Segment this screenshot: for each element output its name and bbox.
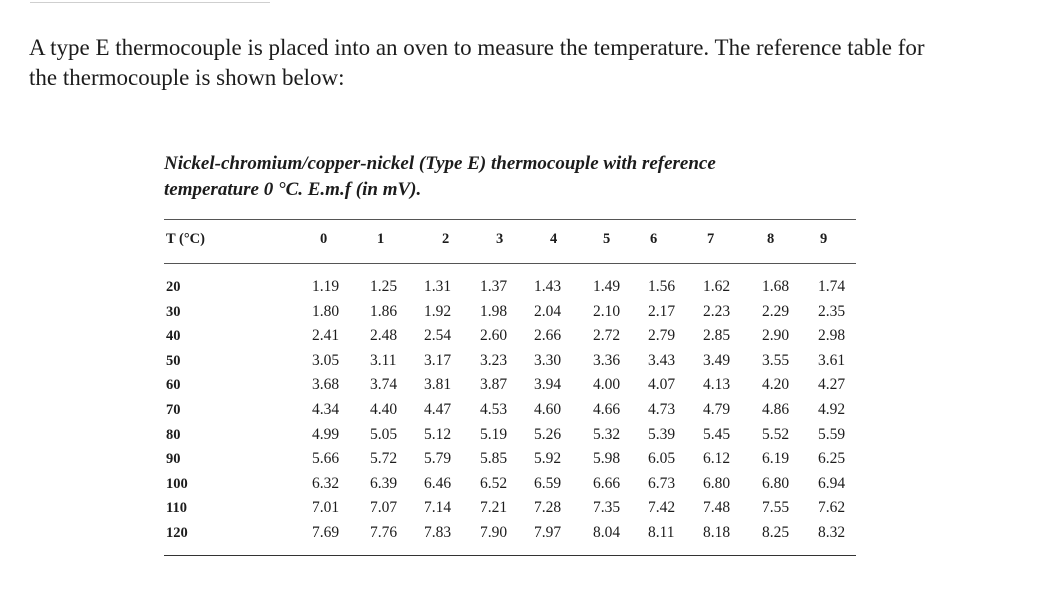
table-header-rule: [164, 263, 856, 264]
emf-value-cell: 6.59: [534, 475, 562, 492]
emf-value-cell: 4.92: [818, 401, 846, 418]
top-divider: [0, 0, 300, 4]
emf-value-cell: 1.98: [480, 303, 508, 320]
emf-value-cell: 2.04: [534, 303, 562, 320]
emf-value-cell: 5.59: [818, 426, 846, 443]
emf-value-cell: 3.61: [818, 352, 846, 369]
emf-value-cell: 1.31: [424, 278, 452, 295]
emf-value-cell: 5.98: [593, 450, 621, 467]
emf-value-cell: 4.86: [762, 401, 790, 418]
emf-value-cell: 3.43: [648, 352, 676, 369]
column-header: 5: [603, 231, 611, 247]
emf-value-cell: 7.83: [424, 524, 452, 541]
emf-value-cell: 1.43: [534, 278, 562, 295]
emf-value-cell: 4.13: [703, 376, 731, 393]
emf-value-cell: 2.41: [312, 327, 340, 344]
emf-value-cell: 7.42: [648, 499, 676, 516]
column-header: 7: [707, 231, 715, 247]
emf-value-cell: 6.80: [703, 475, 731, 492]
emf-value-cell: 6.80: [762, 475, 790, 492]
emf-value-cell: 1.80: [312, 303, 340, 320]
emf-value-cell: 6.52: [480, 475, 508, 492]
emf-value-cell: 6.66: [593, 475, 621, 492]
emf-value-cell: 5.05: [370, 426, 398, 443]
emf-value-cell: 2.72: [593, 327, 621, 344]
emf-value-cell: 7.55: [762, 499, 790, 516]
emf-value-cell: 1.19: [312, 278, 340, 295]
emf-value-cell: 7.48: [703, 499, 731, 516]
emf-value-cell: 8.32: [818, 524, 846, 541]
table-bottom-rule: [164, 555, 856, 556]
row-temperature-label: 120: [166, 525, 188, 541]
column-header: 9: [820, 231, 828, 247]
emf-value-cell: 4.47: [424, 401, 452, 418]
emf-value-cell: 6.19: [762, 450, 790, 467]
emf-value-cell: 8.25: [762, 524, 790, 541]
emf-value-cell: 7.35: [593, 499, 621, 516]
emf-value-cell: 7.28: [534, 499, 562, 516]
emf-value-cell: 4.40: [370, 401, 398, 418]
caption-line-1: Nickel-chromium/copper-nickel (Type E) thermocouple with reference: [164, 153, 716, 174]
row-temperature-label: 70: [166, 402, 181, 418]
emf-value-cell: 2.17: [648, 303, 676, 320]
emf-value-cell: 3.11: [370, 352, 397, 369]
emf-value-cell: 4.99: [312, 426, 340, 443]
emf-value-cell: 3.49: [703, 352, 731, 369]
emf-value-cell: 8.04: [593, 524, 621, 541]
emf-value-cell: 4.60: [534, 401, 562, 418]
emf-value-cell: 6.39: [370, 475, 398, 492]
emf-value-cell: 8.11: [648, 524, 675, 541]
caption-line-2: temperature 0 °C. E.m.f (in mV).: [164, 179, 422, 200]
emf-value-cell: 3.17: [424, 352, 452, 369]
emf-value-cell: 2.90: [762, 327, 790, 344]
row-temperature-label: 30: [166, 304, 181, 320]
emf-value-cell: 5.85: [480, 450, 508, 467]
column-header: 3: [496, 231, 504, 247]
emf-value-cell: 6.12: [703, 450, 731, 467]
column-header: 0: [320, 231, 328, 247]
column-header: 1: [377, 231, 385, 247]
table-caption: [164, 151, 864, 203]
row-temperature-label: 60: [166, 377, 181, 393]
emf-value-cell: 5.39: [648, 426, 676, 443]
emf-value-cell: 4.00: [593, 376, 621, 393]
row-temperature-label: 100: [166, 476, 188, 492]
question-line-2: the thermocouple is shown below:: [29, 65, 345, 90]
row-temperature-label: 80: [166, 427, 181, 443]
emf-value-cell: 2.54: [424, 327, 452, 344]
emf-value-cell: 5.52: [762, 426, 790, 443]
column-header: 6: [650, 231, 658, 247]
emf-value-cell: 7.21: [480, 499, 508, 516]
emf-value-cell: 4.07: [648, 376, 676, 393]
emf-value-cell: 8.18: [703, 524, 731, 541]
emf-value-cell: 5.66: [312, 450, 340, 467]
emf-value-cell: 1.56: [648, 278, 676, 295]
emf-value-cell: 3.87: [480, 376, 508, 393]
emf-value-cell: 7.76: [370, 524, 398, 541]
emf-value-cell: 1.37: [480, 278, 508, 295]
emf-value-cell: 1.25: [370, 278, 398, 295]
emf-value-cell: 7.14: [424, 499, 452, 516]
emf-value-cell: 2.23: [703, 303, 731, 320]
emf-value-cell: 7.07: [370, 499, 398, 516]
emf-value-cell: 5.72: [370, 450, 398, 467]
row-temperature-label: 90: [166, 451, 181, 467]
emf-value-cell: 6.94: [818, 475, 846, 492]
emf-value-cell: 4.79: [703, 401, 731, 418]
emf-value-cell: 5.79: [424, 450, 452, 467]
emf-value-cell: 2.60: [480, 327, 508, 344]
emf-value-cell: 2.35: [818, 303, 846, 320]
emf-value-cell: 5.19: [480, 426, 508, 443]
emf-value-cell: 5.32: [593, 426, 621, 443]
emf-value-cell: 6.73: [648, 475, 676, 492]
emf-value-cell: 1.68: [762, 278, 790, 295]
row-temperature-label: 50: [166, 353, 181, 369]
emf-value-cell: 2.48: [370, 327, 398, 344]
emf-value-cell: 3.74: [370, 376, 398, 393]
emf-value-cell: 6.25: [818, 450, 846, 467]
emf-value-cell: 2.79: [648, 327, 676, 344]
emf-value-cell: 6.05: [648, 450, 676, 467]
emf-value-cell: 2.29: [762, 303, 790, 320]
column-header: 2: [442, 231, 450, 247]
emf-value-cell: 1.62: [703, 278, 731, 295]
emf-value-cell: 6.46: [424, 475, 452, 492]
table-top-rule: [164, 219, 856, 220]
emf-value-cell: 5.12: [424, 426, 452, 443]
emf-value-cell: 7.01: [312, 499, 340, 516]
emf-value-cell: 3.05: [312, 352, 340, 369]
emf-value-cell: 4.20: [762, 376, 790, 393]
emf-value-cell: 3.55: [762, 352, 790, 369]
emf-value-cell: 4.27: [818, 376, 846, 393]
emf-value-cell: 1.92: [424, 303, 452, 320]
emf-value-cell: 2.10: [593, 303, 621, 320]
emf-value-cell: 5.45: [703, 426, 731, 443]
column-header: 8: [767, 231, 775, 247]
emf-value-cell: 2.66: [534, 327, 562, 344]
emf-value-cell: 3.94: [534, 376, 562, 393]
emf-value-cell: 3.30: [534, 352, 562, 369]
question-text: [29, 33, 1039, 93]
emf-value-cell: 2.98: [818, 327, 846, 344]
emf-value-cell: 7.69: [312, 524, 340, 541]
emf-value-cell: 1.49: [593, 278, 621, 295]
emf-value-cell: 4.34: [312, 401, 340, 418]
temperature-column-header: T (°C): [166, 231, 205, 247]
emf-value-cell: 3.68: [312, 376, 340, 393]
emf-value-cell: 4.66: [593, 401, 621, 418]
row-temperature-label: 110: [166, 500, 187, 516]
emf-value-cell: 5.26: [534, 426, 562, 443]
row-temperature-label: 40: [166, 328, 181, 344]
row-temperature-label: 20: [166, 279, 181, 295]
emf-value-cell: 1.86: [370, 303, 398, 320]
emf-value-cell: 3.36: [593, 352, 621, 369]
emf-value-cell: 7.62: [818, 499, 846, 516]
emf-value-cell: 2.85: [703, 327, 731, 344]
column-header: 4: [550, 231, 558, 247]
emf-value-cell: 7.90: [480, 524, 508, 541]
question-line-1: A type E thermocouple is placed into an oven to measure the temperature. The reference table for: [29, 35, 925, 60]
emf-value-cell: 4.53: [480, 401, 508, 418]
emf-value-cell: 4.73: [648, 401, 676, 418]
emf-value-cell: 3.81: [424, 376, 452, 393]
emf-value-cell: 3.23: [480, 352, 508, 369]
emf-value-cell: 1.74: [818, 278, 846, 295]
emf-value-cell: 7.97: [534, 524, 562, 541]
emf-value-cell: 6.32: [312, 475, 340, 492]
emf-value-cell: 5.92: [534, 450, 562, 467]
